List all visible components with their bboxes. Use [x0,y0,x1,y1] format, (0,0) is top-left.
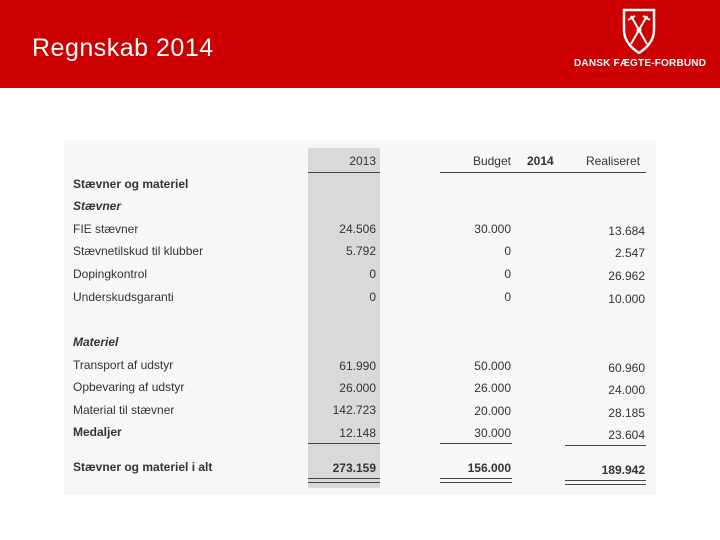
cell-budget: 0 [504,244,511,258]
cell-2013: 24.506 [339,222,376,236]
subtotal-rule-budget [440,443,512,444]
total-label: Stævner og materiel i alt [73,460,213,474]
header-2013: 2013 [349,154,376,168]
header-rule-2014 [440,172,646,173]
cell-realized: 60.960 [608,361,645,375]
subtotal-rule-realized [565,445,646,446]
row-label: FIE stævner [73,222,139,236]
cell-budget: 50.000 [474,359,511,373]
cell-realized: 13.684 [608,224,645,238]
header-rule-2013 [308,172,380,173]
federation-logo [568,8,708,74]
row-label: Dopingkontrol [73,267,148,281]
cell-2013: 0 [369,267,376,281]
logo-text: DANSK FÆGTE-FORBUND [574,58,707,69]
header-2014: 2014 [527,154,554,168]
cell-budget: 0 [504,267,511,281]
total-rule-2013 [308,478,380,483]
row-label: Stævnetilskud til klubber [73,244,204,258]
cell-2013: 61.990 [339,359,376,373]
subtotal-rule-2013 [308,443,380,444]
cell-realized: 23.604 [608,428,645,442]
total-rule-budget [440,478,512,483]
cell-budget: 30.000 [474,222,511,236]
total-rule-realized [565,480,646,485]
group-title-materiel: Materiel [73,335,119,349]
cell-realized: 2.547 [614,246,645,260]
row-label: Transport af udstyr [73,358,174,372]
total-realized: 189.942 [601,463,645,477]
cell-2013: 0 [369,290,376,304]
total-budget: 156.000 [467,461,511,475]
cell-realized: 28.185 [608,406,645,420]
row-label: Medaljer [73,425,122,439]
cell-budget: 30.000 [474,426,511,440]
shield-icon [621,8,657,54]
row-label: Opbevaring af udstyr [73,380,185,394]
total-2013: 273.159 [332,461,376,475]
row-label: Underskudsgaranti [73,290,174,304]
cell-2013: 142.723 [332,403,376,417]
cell-2013: 26.000 [339,381,376,395]
section-title: Stævner og materiel [73,177,189,191]
cell-realized: 10.000 [608,292,645,306]
group-title-staevner: Stævner [73,199,122,213]
cell-2013: 12.148 [339,426,376,440]
header-bar [0,0,720,88]
header-realized: Realiseret [586,154,641,168]
cell-budget: 20.000 [474,404,511,418]
cell-2013: 5.792 [345,244,376,258]
cell-realized: 26.962 [608,269,645,283]
row-label: Material til stævner [73,403,175,417]
header-budget: Budget [472,154,511,168]
page-title: Regnskab 2014 [32,34,214,62]
cell-realized: 24.000 [608,383,645,397]
cell-budget: 0 [504,290,511,304]
cell-budget: 26.000 [474,381,511,395]
